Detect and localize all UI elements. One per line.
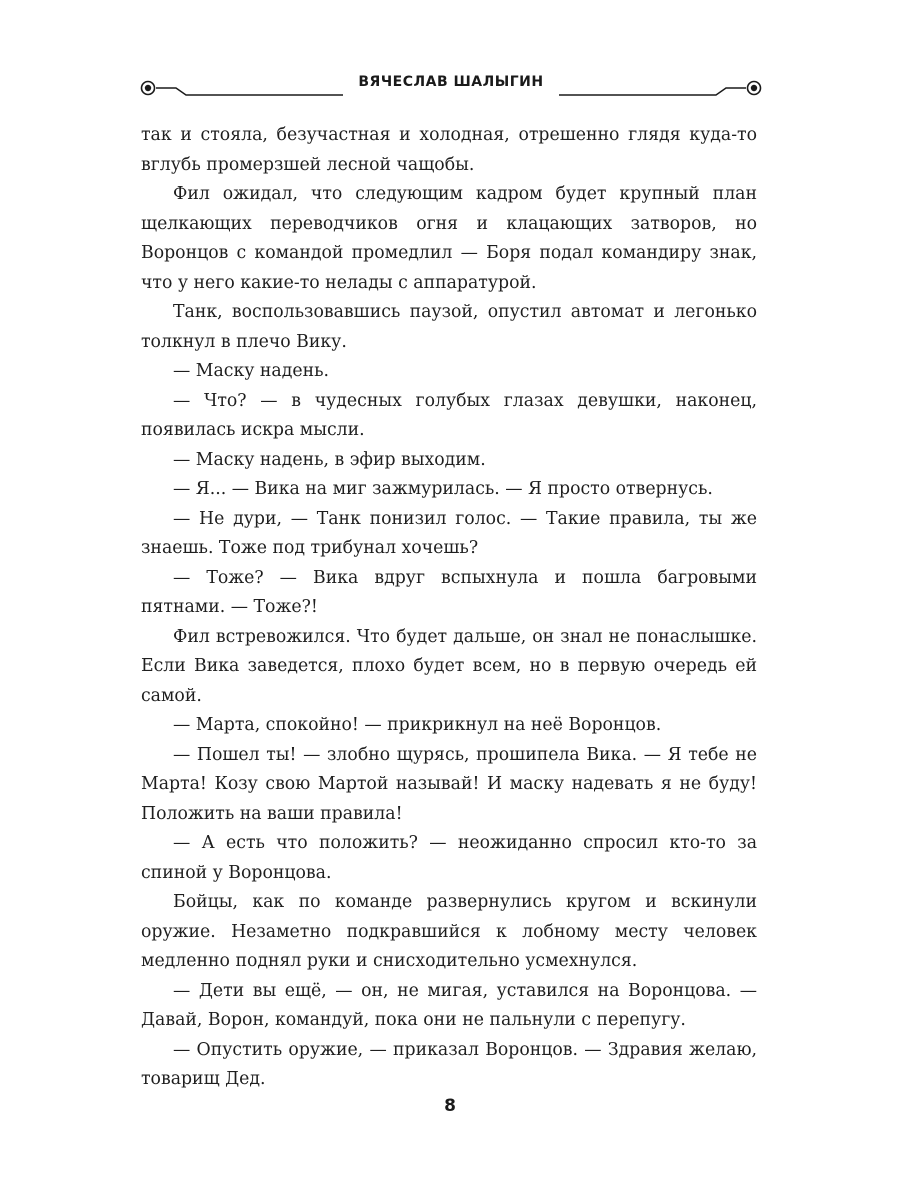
paragraph: Фил встревожился. Что будет дальше, он знал не понаслышке. Если Вика заведется, плохо будет всем, но в первую очередь ей самой.: [141, 626, 757, 706]
paragraph: — Что? — в чудесных голубых глазах девушки, наконец, появилась искра мысли.: [141, 390, 757, 440]
paragraph: — Опустить оружие, — приказал Воронцов. — Здравия желаю, товарищ Дед.: [141, 1039, 757, 1089]
paragraph: Фил ожидал, что следующим кадром будет крупный план щелкающих переводчиков огня и клацающих затворов, но Воронцов с командой промедлил — Боря подал командиру знак, что у него какие-то нелады с аппаратурой.: [141, 184, 757, 293]
paragraph: — Не дури, — Танк понизил голос. — Такие правила, ты же знаешь. Тоже под трибунал хочешь?: [141, 508, 757, 558]
paragraph: — Пошел ты! — злобно щурясь, прошипела Вика. — Я тебе не Марта! Козу свою Мартой называй! И маску надевать я не буду! Положить на ваши правила!: [141, 744, 757, 824]
page-number: 8: [444, 1096, 456, 1116]
paragraph: — А есть что положить? — неожиданно спросил кто-то за спиной у Воронцова.: [141, 833, 757, 883]
paragraph: так и стояла, безучастная и холодная, отрешенно глядя куда-то вглубь промерзшей лесной чащобы.: [141, 125, 757, 175]
paragraph: — Маску надень, в эфир выходим.: [173, 449, 486, 470]
paragraph: — Марта, спокойно! — прикрикнул на неё Воронцов.: [173, 715, 662, 735]
paragraph: Бойцы, как по команде развернулись кругом и вскинули оружие. Незаметно подкравшийся к лобному месту человек медленно поднял руки и снисходительно усмехнулся.: [141, 892, 757, 971]
body-text: [141, 121, 757, 1095]
paragraph: — Маску надень.: [173, 361, 330, 381]
paragraph: Танк, воспользовавшись паузой, опустил автомат и легонько толкнул в плечо Вику.: [141, 302, 757, 352]
paragraph: — Я... — Вика на миг зажмурилась. — Я просто отвернусь.: [173, 479, 713, 499]
running-head-author: ВЯЧЕСЛАВ ШАЛЫГИН: [358, 74, 544, 90]
paragraph: — Тоже? — Вика вдруг вспыхнула и пошла багровыми пятнами. — Тоже?!: [141, 567, 757, 617]
paragraph: — Дети вы ещё, — он, не мигая, уставился на Воронцова. — Давай, Ворон, командуй, пока они не пальнули с перепугу.: [141, 980, 757, 1030]
running-head: [138, 72, 764, 102]
